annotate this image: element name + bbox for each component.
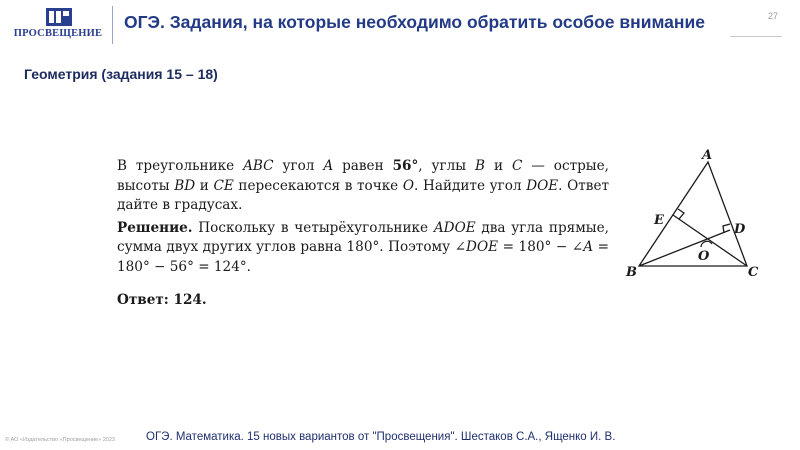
condition-text: DOE (526, 177, 559, 194)
vertex-label-b: B (626, 265, 637, 280)
vertex-label-d: D (734, 222, 746, 237)
condition-text: 56° (392, 158, 419, 174)
solution-text: = 180° − ∠ (498, 239, 584, 255)
solution-label: Решение. (117, 219, 193, 236)
condition-text: C (511, 158, 523, 174)
condition-text: и (195, 177, 214, 194)
condition-text: O (402, 177, 415, 194)
condition-text: , углы (418, 158, 476, 174)
vertex-label-a: A (702, 148, 713, 163)
condition-text: ABC (243, 158, 274, 174)
page-number: 27 (767, 11, 778, 21)
solution-text: A (583, 239, 594, 255)
solution-text: DOE (466, 239, 499, 255)
condition-text: BD (174, 177, 196, 194)
condition-text: В треугольнике (117, 158, 244, 174)
vertex-label-c: C (748, 265, 759, 280)
condition-text: — острые, высоты (117, 158, 609, 194)
solution-text: Поскольку в четырёхугольнике (192, 219, 434, 236)
solution-text: ADOE (433, 219, 476, 236)
publisher-logo-text: ПРОСВЕЩЕНИЕ (13, 28, 103, 39)
problem-block (117, 157, 609, 311)
footer-source: ОГЭ. Математика. 15 новых вариантов от "Просвещения". Шестаков С.А., Ященко И. В. (146, 431, 616, 443)
condition-text: равен (333, 158, 393, 174)
vertex-label-e: E (654, 213, 664, 228)
condition-text: . Ответ дайте в градусах. (117, 177, 610, 213)
header-divider (112, 6, 113, 44)
problem-condition (117, 157, 609, 216)
angle-arc-o (701, 241, 712, 247)
footer-copyright: © АО «Издательство «Просвещение» 2023 (5, 437, 115, 443)
condition-text: и (485, 158, 512, 174)
solution-text: два угла прямые, сумма двух других углов равна 180°. Поэтому ∠ (117, 219, 609, 255)
condition-text: . Найдите угол (414, 177, 527, 194)
page-title: ОГЭ. Задания, на которые необходимо обратить особое внимание (124, 12, 705, 32)
triangle-diagram (622, 145, 772, 285)
condition-text: A (323, 158, 334, 174)
section-heading: Геометрия (задания 15 – 18) (24, 66, 218, 82)
condition-text: угол (273, 158, 324, 174)
problem-solution (117, 219, 609, 278)
header-rule (730, 36, 782, 37)
vertex-label-o: O (698, 249, 710, 264)
right-angle-mark-e (678, 209, 684, 219)
publisher-logo-icon (46, 8, 72, 26)
publisher-logo (12, 8, 104, 46)
problem-answer: Ответ: 124. (117, 292, 207, 308)
condition-text: пересекаются в точке (233, 177, 403, 194)
condition-text: CE (213, 177, 234, 194)
solution-text: = 180° − 56° = 124°. (117, 239, 609, 275)
condition-text: B (475, 158, 486, 174)
altitude-bd (639, 230, 730, 266)
